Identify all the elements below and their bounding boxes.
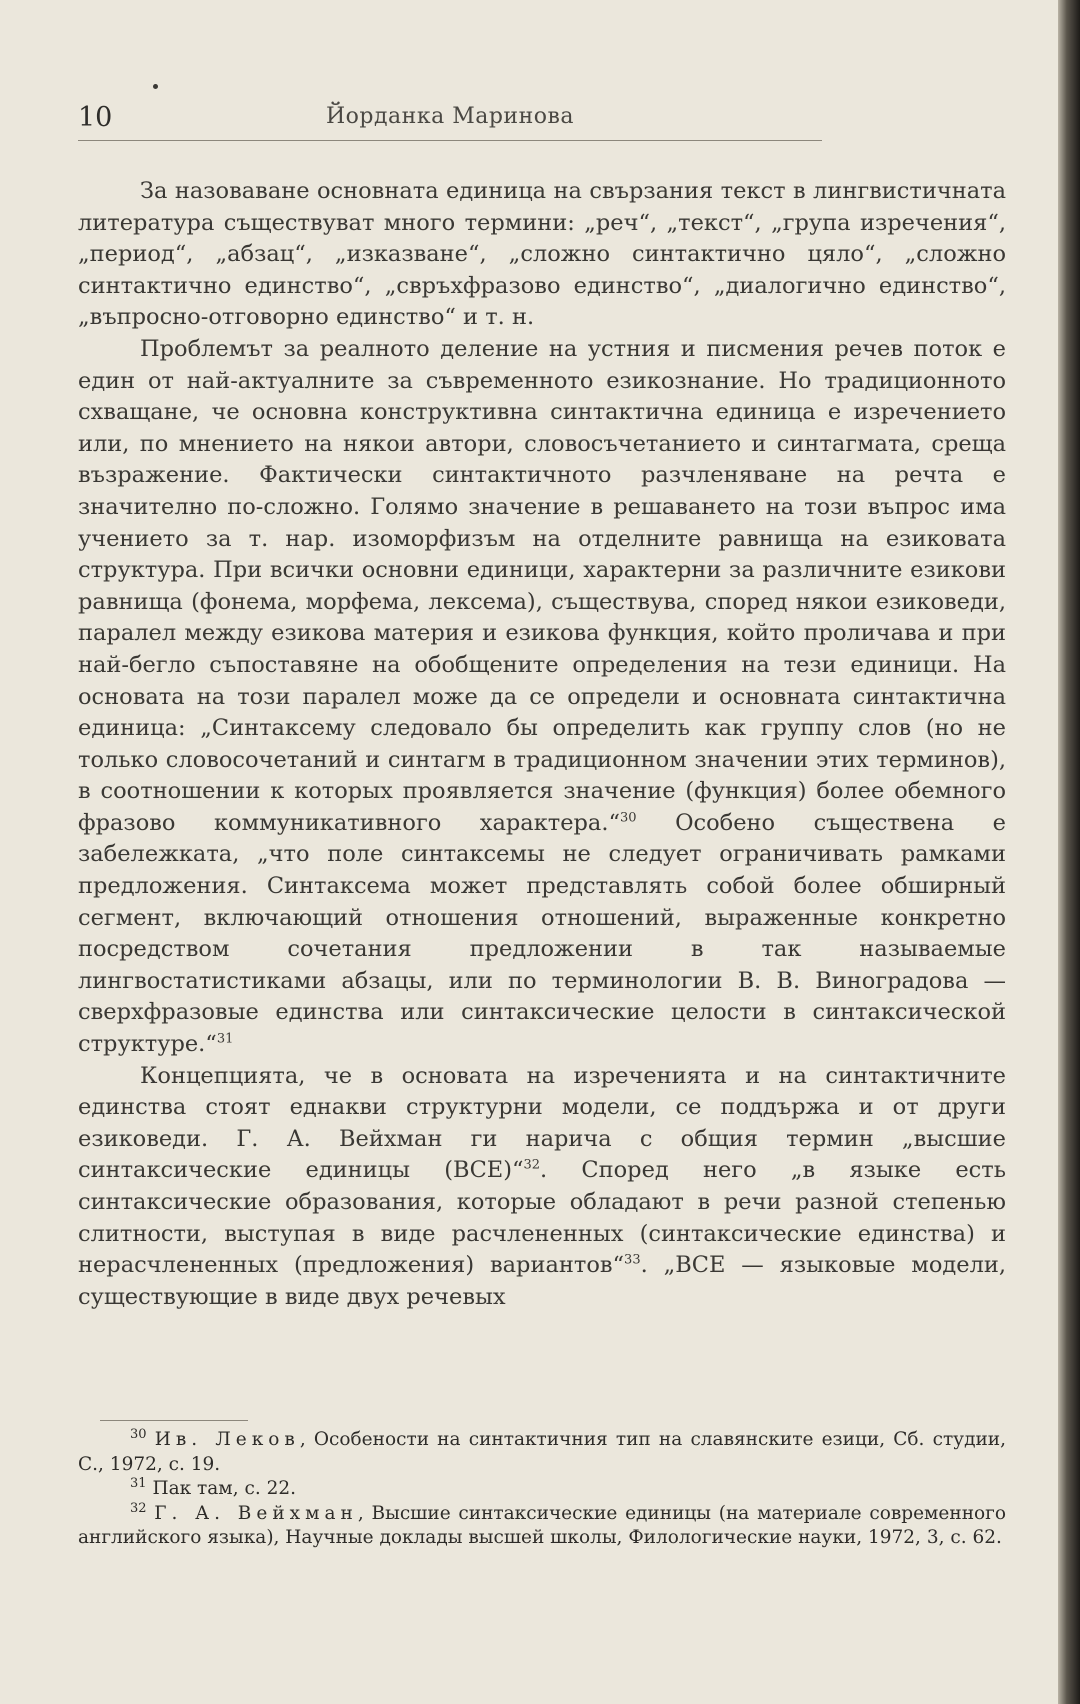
page-binding-edge [1058,0,1080,1704]
ink-speck [153,84,158,89]
footnote-ref-30: 30 [620,810,637,826]
paragraph-3-text-c: . „ВСЕ — языковые модели, существующие в виде двух речевых [78,1252,1007,1310]
footnote-30 [78,1428,1006,1477]
paragraph-1: За назоваване основната единица на свързания текст в лингвистичната литература съществуват много термини: „реч“, „текст“, „група изречения“, „период“, „абзац“, „изказване“, „сложно синтактично цяло“, „сложно синтактично единство“, „свръхфразово единство“, „диалогично единство“, „въпросно-отговорно единство“ и т. н. [78,178,1006,331]
footnote-number-32: 32 [130,1500,147,1516]
running-head-author: Йорданка Маринова [326,104,574,129]
paragraph-3-text-b: . Според него „в языке есть синтаксические образования, которые обладают в речи разной степенью слитности, выступая в виде расчлененных (синтаксические единства) и нерасчлененных (предложения) вариантов“ [78,1157,1006,1279]
footnote-31-text: Пак там, с. 22. [152,1478,297,1499]
body-text [78,176,1006,1313]
paragraph-3 [78,1061,1006,1314]
footnote-30-author: Ив. Леков [154,1429,300,1450]
page-header [78,100,822,141]
paragraph-2-text-b: Особено съществена е забележката, „что поле синтаксемы не следует ограничивать рамками предложения. Синтаксема может представлять собой более обширный сегмент, включающий отношения отношений, выраженные конкретно посредством сочетания предложении в так называемые лингвостатистиками абзацы, или по терминологии В. В. Виноградова — сверхфразовые единства или синтаксические целости в синтаксической структуре.“ [78,809,1006,1058]
paragraph-3-text-a: Концепцията, че в основата на изреченията и на синтактичните единства стоят еднакви структурни модели, се поддържа и от други езиковеди. Г. А. Вейхман ги нарича с общия термин „высшие синтаксические единицы (ВСЕ)“ [78,1062,1006,1184]
page-number: 10 [78,102,113,133]
footnote-32-author: Г. А. Вейхман [154,1502,358,1524]
footnote-31 [78,1477,1006,1502]
footnote-ref-32: 32 [523,1157,541,1173]
footnote-number-30: 30 [130,1426,147,1442]
footnote-divider [100,1420,248,1421]
footnote-number-31: 31 [130,1475,147,1491]
footnote-32 [78,1502,1006,1551]
footnote-ref-31: 31 [216,1031,234,1047]
footnote-30-text: , Особености на синтактичния тип на славянските езици, Сб. студии, С., 1972, с. 19. [78,1429,1006,1475]
footnote-ref-33: 33 [624,1252,641,1268]
paragraph-2 [78,334,1006,1061]
footnote-32-text: , Высшие синтаксические единицы (на материале современного английского языка), Научные доклады высшей школы, Филологические науки, 1972, 3, с. 62. [78,1502,1007,1548]
footnotes [78,1428,1006,1551]
paragraph-2-text-a: Проблемът за реалното деление на устния и писмения речев поток е един от най-актуалните за съвременното езикознание. Но традиционното схващане, че основна конструктивна синтактична единица е изречението или, по мнението на някои автори, словосъчетанието и синтагмата, среща възражение. Фактически синтактичното разчленяване на речта е значително по-сложно. Голямо значение в решаването на този въпрос има учението за т. нар. изоморфизъм на отделните равнища на езиковата структура. При всички основни единици, характерни за различните езикови равнища (фонема, морфема, лексема), съществува, според някои езиковеди, паралел между езикова материя и езикова функция, който проличава и при най-бегло съпоставяне на обобщените определения на тези единици. На основата на този паралел може да се определи и основната синтактична единица: „Синтаксему следовало бы определить как группу слов (но не только словосочетаний и синтагм в традиционном значении этих терминов), в соотношении к которых проявляется значение (функция) более обемного фразово коммуникативного характера.“ [78,335,1006,836]
